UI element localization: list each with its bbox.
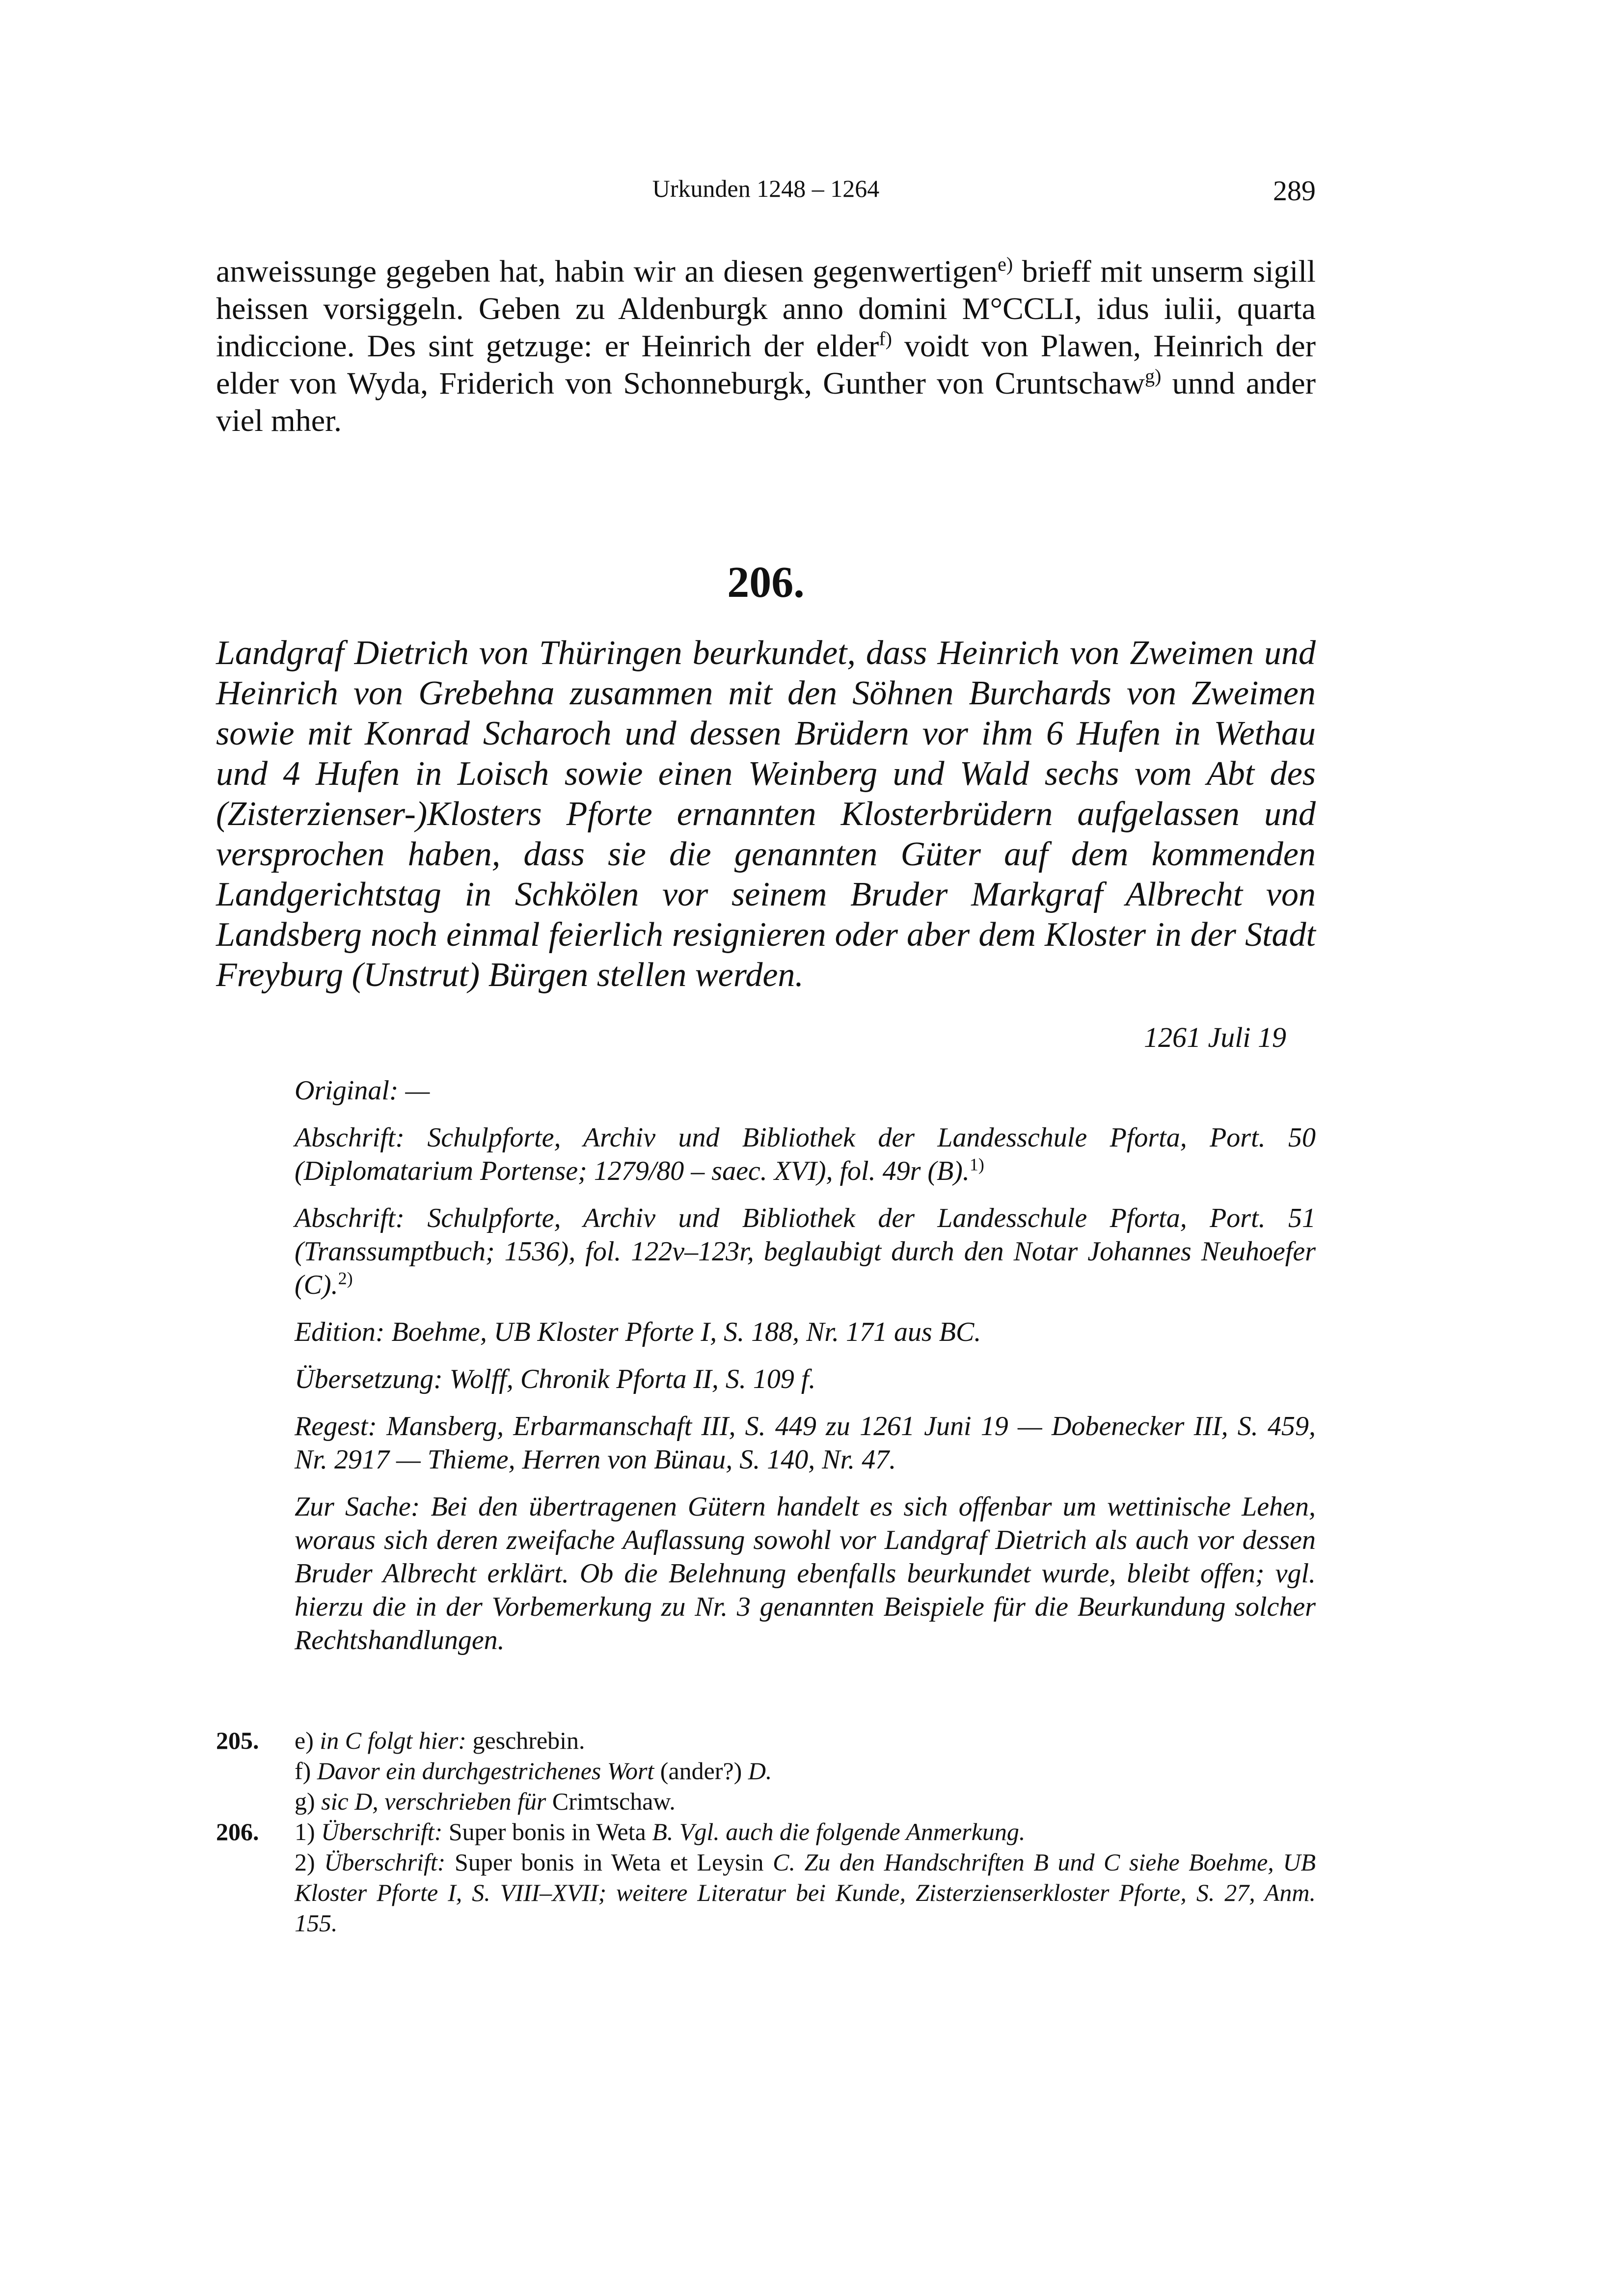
footnote-g: g) sic D, verschrieben für Crimtschaw. — [295, 1788, 676, 1815]
footnote-group-number: 206. — [216, 1818, 259, 1845]
running-title: Urkunden 1248 – 1264 — [652, 175, 880, 202]
note-abschrift-b: Abschrift: Schulpforte, Archiv und Bibliothek der Landesschule Pforta, Port. 50 (Diplomatarium Portense; 1279/80 – saec. XVI), fol. 49r (B).$^{1)}$ — [295, 1122, 1316, 1186]
footnote-marker-e[interactable]: e) — [998, 253, 1013, 275]
footnote-2: 2) Überschrift: Super bonis in Weta et Leysin C. Zu den Handschriften B und C siehe Boehme, UB Kloster Pforte I, S. VIII–XVII; weitere Literatur bei Kunde, Zisterzienserkloster Pforte, S. 27, Anm. 155. — [295, 1848, 1316, 1937]
page-number: 289 — [1273, 175, 1316, 207]
intro-paragraph: anweissunge gegeben hat, habin wir an diesen gegenwertigen$^{e)}$ brieff mit unserm sigill heissen vorsiggeln. Geben zu Aldenburgk anno domini M°CCLI, idus iulii, quarta indiccione. Des sint getzuge: er Heinrich der elder$^{f)}$ voidt von Plawen, Heinrich der elder von Wyda, Friderich von Schonneburgk, Gunther von Cruntschaw$^{g)}$ unnd ander viel mher. — [216, 253, 1316, 438]
document-number: 206. — [727, 558, 805, 607]
note-regest: Regest: Mansberg, Erbarmanschaft III, S. 449 zu 1261 Juni 19 — Dobenecker III, S. 459, Nr. 2917 — Thieme, Herren von Bünau, S. 140, Nr. 47. — [295, 1411, 1316, 1475]
footnote-f: f) Davor ein durchgestrichenes Wort (ander?) D. — [295, 1757, 772, 1785]
footnote-group-205 — [216, 1725, 1316, 1816]
footnote-marker-1[interactable]: 1) — [969, 1154, 984, 1175]
note-original: Original: — — [295, 1075, 430, 1106]
source-notes — [295, 1074, 1316, 1671]
footnote-1: 1) Überschrift: Super bonis in Weta B. Vgl. auch die folgende Anmerkung. — [295, 1818, 1026, 1845]
document-summary: Landgraf Dietrich von Thüringen beurkundet, dass Heinrich von Zweimen und Heinrich von Grebehna zusammen mit den Söhnen Burchards von Zweimen sowie mit Konrad Scharoch und dessen Brüdern vor ihm 6 Hufen in Wethau und 4 Hufen in Loisch sowie einen Weinberg und Wald sechs vom Abt des (Zisterzienser-)Klosters Pforte ernannten Klosterbrüdern aufgelassen und versprochen haben, dass sie die genannten Güter auf dem kommenden Landgerichtstag in Schkölen vor seinem Bruder Markgraf Albrecht von Landsberg noch einmal feierlich resignieren oder aber dem Kloster in der Stadt Freyburg (Unstrut) Bürgen stellen werden. — [216, 634, 1316, 994]
intro-paragraph-block — [216, 253, 1316, 439]
footnote-marker-f[interactable]: f) — [879, 327, 892, 350]
page-header — [216, 174, 1316, 209]
footnote-group-206 — [216, 1816, 1316, 1938]
note-zur-sache: Zur Sache: Bei den übertragenen Gütern handelt es sich offenbar um wettinische Lehen, woraus sich deren zweifache Auflassung sowohl vor Landgraf Dietrich als auch vor dessen Bruder Albrecht erklärt. Ob die Belehnung ebenfalls beurkundet wurde, bleibt offen; vgl. hierzu die in der Vorbemerkung zu Nr. 3 genannten Beispiele für die Beurkundung solcher Rechtshandlungen. — [295, 1492, 1316, 1655]
note-edition: Edition: Boehme, UB Kloster Pforte I, S. 188, Nr. 171 aus BC. — [295, 1317, 981, 1347]
document-date: 1261 Juli 19 — [1144, 1021, 1286, 1053]
footnote-group-number: 205. — [216, 1727, 259, 1754]
note-abschrift-c: Abschrift: Schulpforte, Archiv und Bibliothek der Landesschule Pforta, Port. 51 (Transsumptbuch; 1536), fol. 122v–123r, beglaubigt durch den Notar Johannes Neuhoefer (C).$^{2)}$ — [295, 1203, 1316, 1300]
footnote-e: e) in C folgt hier: geschrebin. — [295, 1727, 585, 1754]
footnotes — [216, 1725, 1316, 1938]
summary-block — [216, 633, 1316, 995]
note-uebersetzung: Übersetzung: Wolff, Chronik Pforta II, S. 109 f. — [295, 1364, 816, 1394]
footnote-marker-2[interactable]: 2) — [338, 1268, 353, 1288]
footnote-marker-g[interactable]: g) — [1145, 365, 1162, 387]
